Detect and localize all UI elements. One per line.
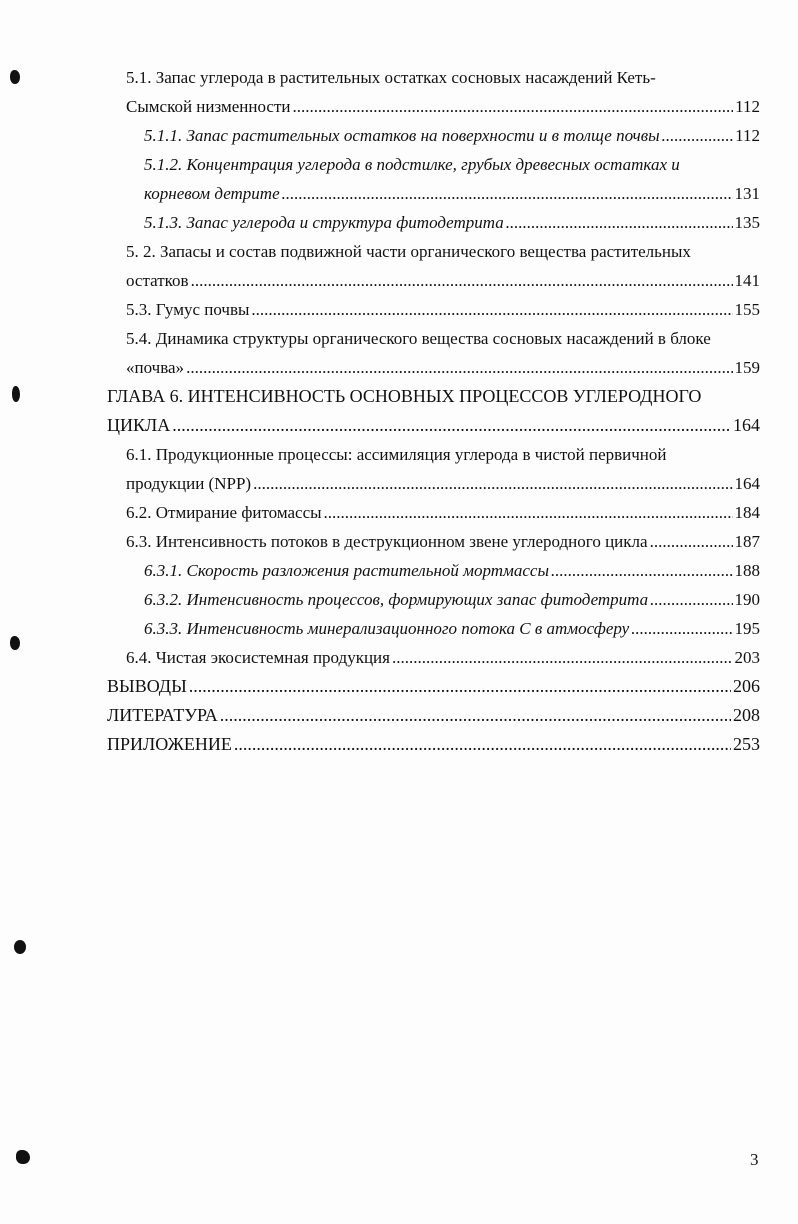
toc-entry-title: остатков	[126, 271, 189, 290]
toc-entry-title: 6.3.3. Интенсивность минерализационного потока С в атмосферу	[144, 619, 630, 638]
leader-dots	[234, 730, 731, 759]
binding-hole-mark	[12, 386, 20, 402]
toc-entry-title: продукции (NPP)	[126, 474, 252, 493]
toc-page-number: 135	[734, 213, 760, 232]
toc-entry[interactable]	[107, 730, 760, 759]
toc-entry-title: 5.1.1. Запас растительных остатков на поверхности и в толще почвы	[144, 126, 660, 145]
toc-page-number: 164	[733, 415, 760, 435]
toc-entry[interactable]	[107, 701, 760, 730]
toc-entry-title: ЦИКЛА	[107, 415, 171, 435]
leader-dots	[631, 614, 732, 643]
table-of-contents	[0, 63, 798, 759]
leader-dots	[191, 266, 733, 295]
toc-entry[interactable]	[126, 237, 760, 295]
toc-entry-title-line: 5. 2. Запасы и состав подвижной части органического вещества растительных	[126, 242, 691, 261]
leader-dots	[506, 208, 733, 237]
toc-page-number: 184	[734, 503, 760, 522]
toc-page-number: 131	[734, 184, 760, 203]
leader-dots	[282, 179, 733, 208]
toc-entry-title: Сымской низменности	[126, 97, 291, 116]
leader-dots	[324, 498, 733, 527]
toc-page-number: 188	[734, 561, 760, 580]
toc-page-number: 206	[733, 676, 760, 696]
toc-entry[interactable]	[144, 150, 760, 208]
toc-entry-title: 6.2. Отмирание фитомассы	[126, 503, 322, 522]
toc-entry-title: 6.3.2. Интенсивность процессов, формирующих запас фитодетрита	[144, 590, 649, 609]
toc-entry[interactable]	[126, 527, 760, 556]
toc-page-number: 195	[734, 619, 760, 638]
toc-entry[interactable]	[126, 295, 760, 324]
toc-entry-title: ЛИТЕРАТУРА	[107, 705, 218, 725]
toc-page-number: 253	[733, 734, 760, 754]
toc-entry-title: ПРИЛОЖЕНИЕ	[107, 734, 232, 754]
toc-entry-title-line: 5.1.2. Концентрация углерода в подстилке, грубых древесных остатках и	[144, 155, 680, 174]
toc-page-number: 141	[734, 271, 760, 290]
toc-page-number: 155	[734, 300, 760, 319]
leader-dots	[650, 527, 733, 556]
leader-dots	[251, 295, 732, 324]
toc-entry-title: 6.4. Чистая экосистемная продукция	[126, 648, 390, 667]
leader-dots	[551, 556, 733, 585]
toc-entry[interactable]	[144, 614, 760, 643]
toc-entry[interactable]	[126, 324, 760, 382]
leader-dots	[662, 121, 733, 150]
toc-entry[interactable]	[107, 672, 760, 701]
leader-dots	[650, 585, 732, 614]
leader-dots	[172, 411, 731, 440]
leader-dots	[220, 701, 731, 730]
leader-dots	[392, 643, 733, 672]
toc-entry[interactable]	[126, 63, 760, 121]
toc-entry-title: 6.3. Интенсивность потоков в деструкционном звене углеродного цикла	[126, 532, 648, 551]
binding-hole-mark	[10, 70, 20, 84]
toc-entry-title: «почва»	[126, 358, 185, 377]
toc-entry-title: 6.3.1. Скорость разложения растительной мортмассы	[144, 561, 549, 580]
toc-entry[interactable]	[144, 121, 760, 150]
toc-entry-title-line: 6.1. Продукционные процессы: ассимиляция углерода в чистой первичной	[126, 445, 667, 464]
toc-entry-title: корневом детрите	[144, 184, 280, 203]
toc-entry-title-line: 5.4. Динамика структуры органического вещества сосновых насаждений в блоке	[126, 329, 711, 348]
toc-entry-title: 5.1.3. Запас углерода и структура фитодетрита	[144, 213, 504, 232]
toc-entry[interactable]	[126, 643, 760, 672]
binding-hole-mark	[16, 1150, 30, 1164]
toc-page-number: 159	[734, 358, 760, 377]
toc-entry-title: 5.3. Гумус почвы	[126, 300, 250, 319]
toc-page-number: 164	[734, 474, 760, 493]
page-number: 3	[750, 1150, 759, 1169]
toc-entry[interactable]	[144, 208, 760, 237]
toc-page-number: 190	[734, 590, 760, 609]
toc-page-number: 112	[735, 97, 760, 116]
leader-dots	[189, 672, 731, 701]
toc-entry-title-line: 5.1. Запас углерода в растительных остатках сосновых насаждений Кеть-	[126, 68, 656, 87]
binding-hole-mark	[10, 636, 20, 650]
toc-entry[interactable]	[144, 556, 760, 585]
leader-dots	[253, 469, 732, 498]
leader-dots	[292, 92, 733, 121]
leader-dots	[186, 353, 732, 382]
toc-page-number: 208	[733, 705, 760, 725]
toc-entry[interactable]	[107, 382, 760, 440]
binding-hole-mark	[14, 940, 26, 954]
toc-page-number: 112	[735, 126, 760, 145]
toc-entry-title-line: ГЛАВА 6. ИНТЕНСИВНОСТЬ ОСНОВНЫХ ПРОЦЕССОВ УГЛЕРОДНОГО	[107, 386, 702, 406]
toc-entry-title: ВЫВОДЫ	[107, 676, 187, 696]
toc-entry[interactable]	[126, 498, 760, 527]
toc-entry[interactable]	[144, 585, 760, 614]
toc-page-number: 203	[734, 648, 760, 667]
toc-page-number: 187	[734, 532, 760, 551]
toc-entry[interactable]	[126, 440, 760, 498]
